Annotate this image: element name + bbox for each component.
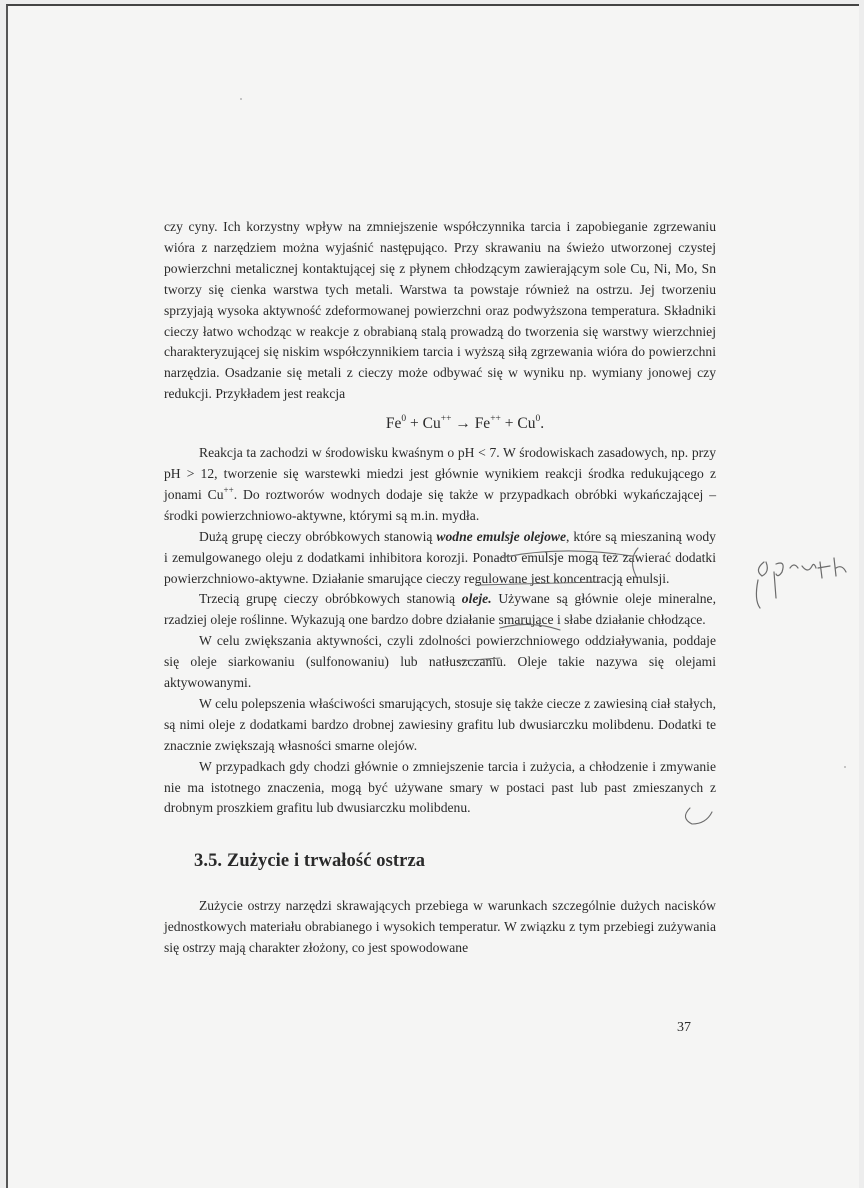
emphasis-wodne-emulsje: wodne emulsje olejowe [436, 528, 566, 544]
paragraph-oleje: Trzecią grupę cieczy obróbkowych stanowią oleje. Używane są głównie oleje mineralne, rzadziej oleje roślinne. Wykazują one bardzo dobre działanie smarujące i słabe działanie chłodzące. [164, 591, 716, 628]
paragraph-emulsje: Dużą grupę cieczy obróbkowych stanowią wodne emulsje olejowe, które są mieszaniną wody i zemulgowanego oleju z dodatkami inhibitora korozji. Ponadto emulsje mogą też zawierać dodatki powierzchniowo-aktywne. Działanie smarujące cieczy regulowane jest koncentracją emulsji. [164, 528, 716, 586]
section-heading: 3.5. Zużycie i trwałość ostrza [194, 851, 426, 872]
paragraph-intro: czy cyny. Ich korzystny wpływ na zmniejszenie współczynnika tarcia i zapobieganie zgrzewaniu wióra z narzędziem można wyjaśnić następująco. Przy skrawaniu na świeżo utworzonej czystej powierzchni metalicznej kontaktującej się z płynem chłodzącym zawierającym sole Cu, Ni, Mo, Sn tworzy się cienka warstwa tych metali. Warstwa ta powstaje również na ostrzu. Jej tworzeniu sprzyjają wysoka aktywność zdeformowanej powierzchni oraz podwyższona temperatura. Składniki cieczy łatwo wchodząc w reakcje z obrabianą stalą prowadzą do tworzenia się warstwy wierzchniej charakteryzującej się niskim współczynnikiem tarcia i wyższą siłą zgrzewania wióra do powierzchni narzędzia. Osadzanie się metali z cieczy może odbywać się w wyniku np. wymiany jonowej czy redukcji. Przykładem jest reakcja [164, 219, 716, 402]
paragraph-reakcja: Reakcja ta zachodzi w środowisku kwaśnym o pH < 7. W środowiskach zasadowych, np. przy pH > 12, tworzenie się warstewki miedzi jest głównie wynikiem reakcji środka redukującego z jonami Cu++. Do roztworów wodnych dodaje się także w przypadkach obróbki wykańczającej – środki powierzchniowo-aktywne, którymi są m.in. mydła. [164, 445, 716, 523]
paragraph-zawiesina: W celu polepszenia właściwości smarujących, stosuje się także ciecze z zawiesiną ciał stałych, są nimi oleje z dodatkami bardzo drobnej zawiesiny grafitu lub dwusiarczku molibdenu. Dodatki te znacznie zwiększają własności smarne olejów. [164, 695, 716, 753]
margin-note [750, 550, 850, 635]
paragraph-zuzycie: Zużycie ostrzy narzędzi skrawających przebiega w warunkach szczególnie dużych nacisków jednostkowych materiału obrabianego i wysokich temperatur. W związku z tym przebiegi zużywania się ostrzy mają charakter złożony, co jest spowodowane [164, 898, 716, 956]
emphasis-oleje: oleje. [461, 591, 492, 607]
page-number: 37 [677, 1020, 691, 1035]
body-text [164, 217, 716, 959]
reaction-formula: $Fe^0 + Cu^{++} \to Fe^{++} + Cu^0$. [385, 414, 545, 433]
scan-speck [240, 98, 242, 100]
paragraph-aktywnosc: W celu zwiększania aktywności, czyli zdolności powierzchniowego oddziaływania, poddaje się oleje siarkowaniu (sulfonowaniu) lub natłuszczaniu. Oleje takie nazywa się olejami aktywowanymi. [164, 633, 716, 691]
handwritten-note-icon [750, 550, 850, 630]
paragraph-smary: W przypadkach gdy chodzi głównie o zmniejszenie tarcia i zużycia, a chłodzenie i zmywanie nie ma istotnego znaczenia, mogą być używane smary w postaci past lub past zmieszanych z drobnym proszkiem grafitu lub dwusiarczku molibdenu. [164, 758, 716, 816]
scan-speck [844, 766, 846, 768]
